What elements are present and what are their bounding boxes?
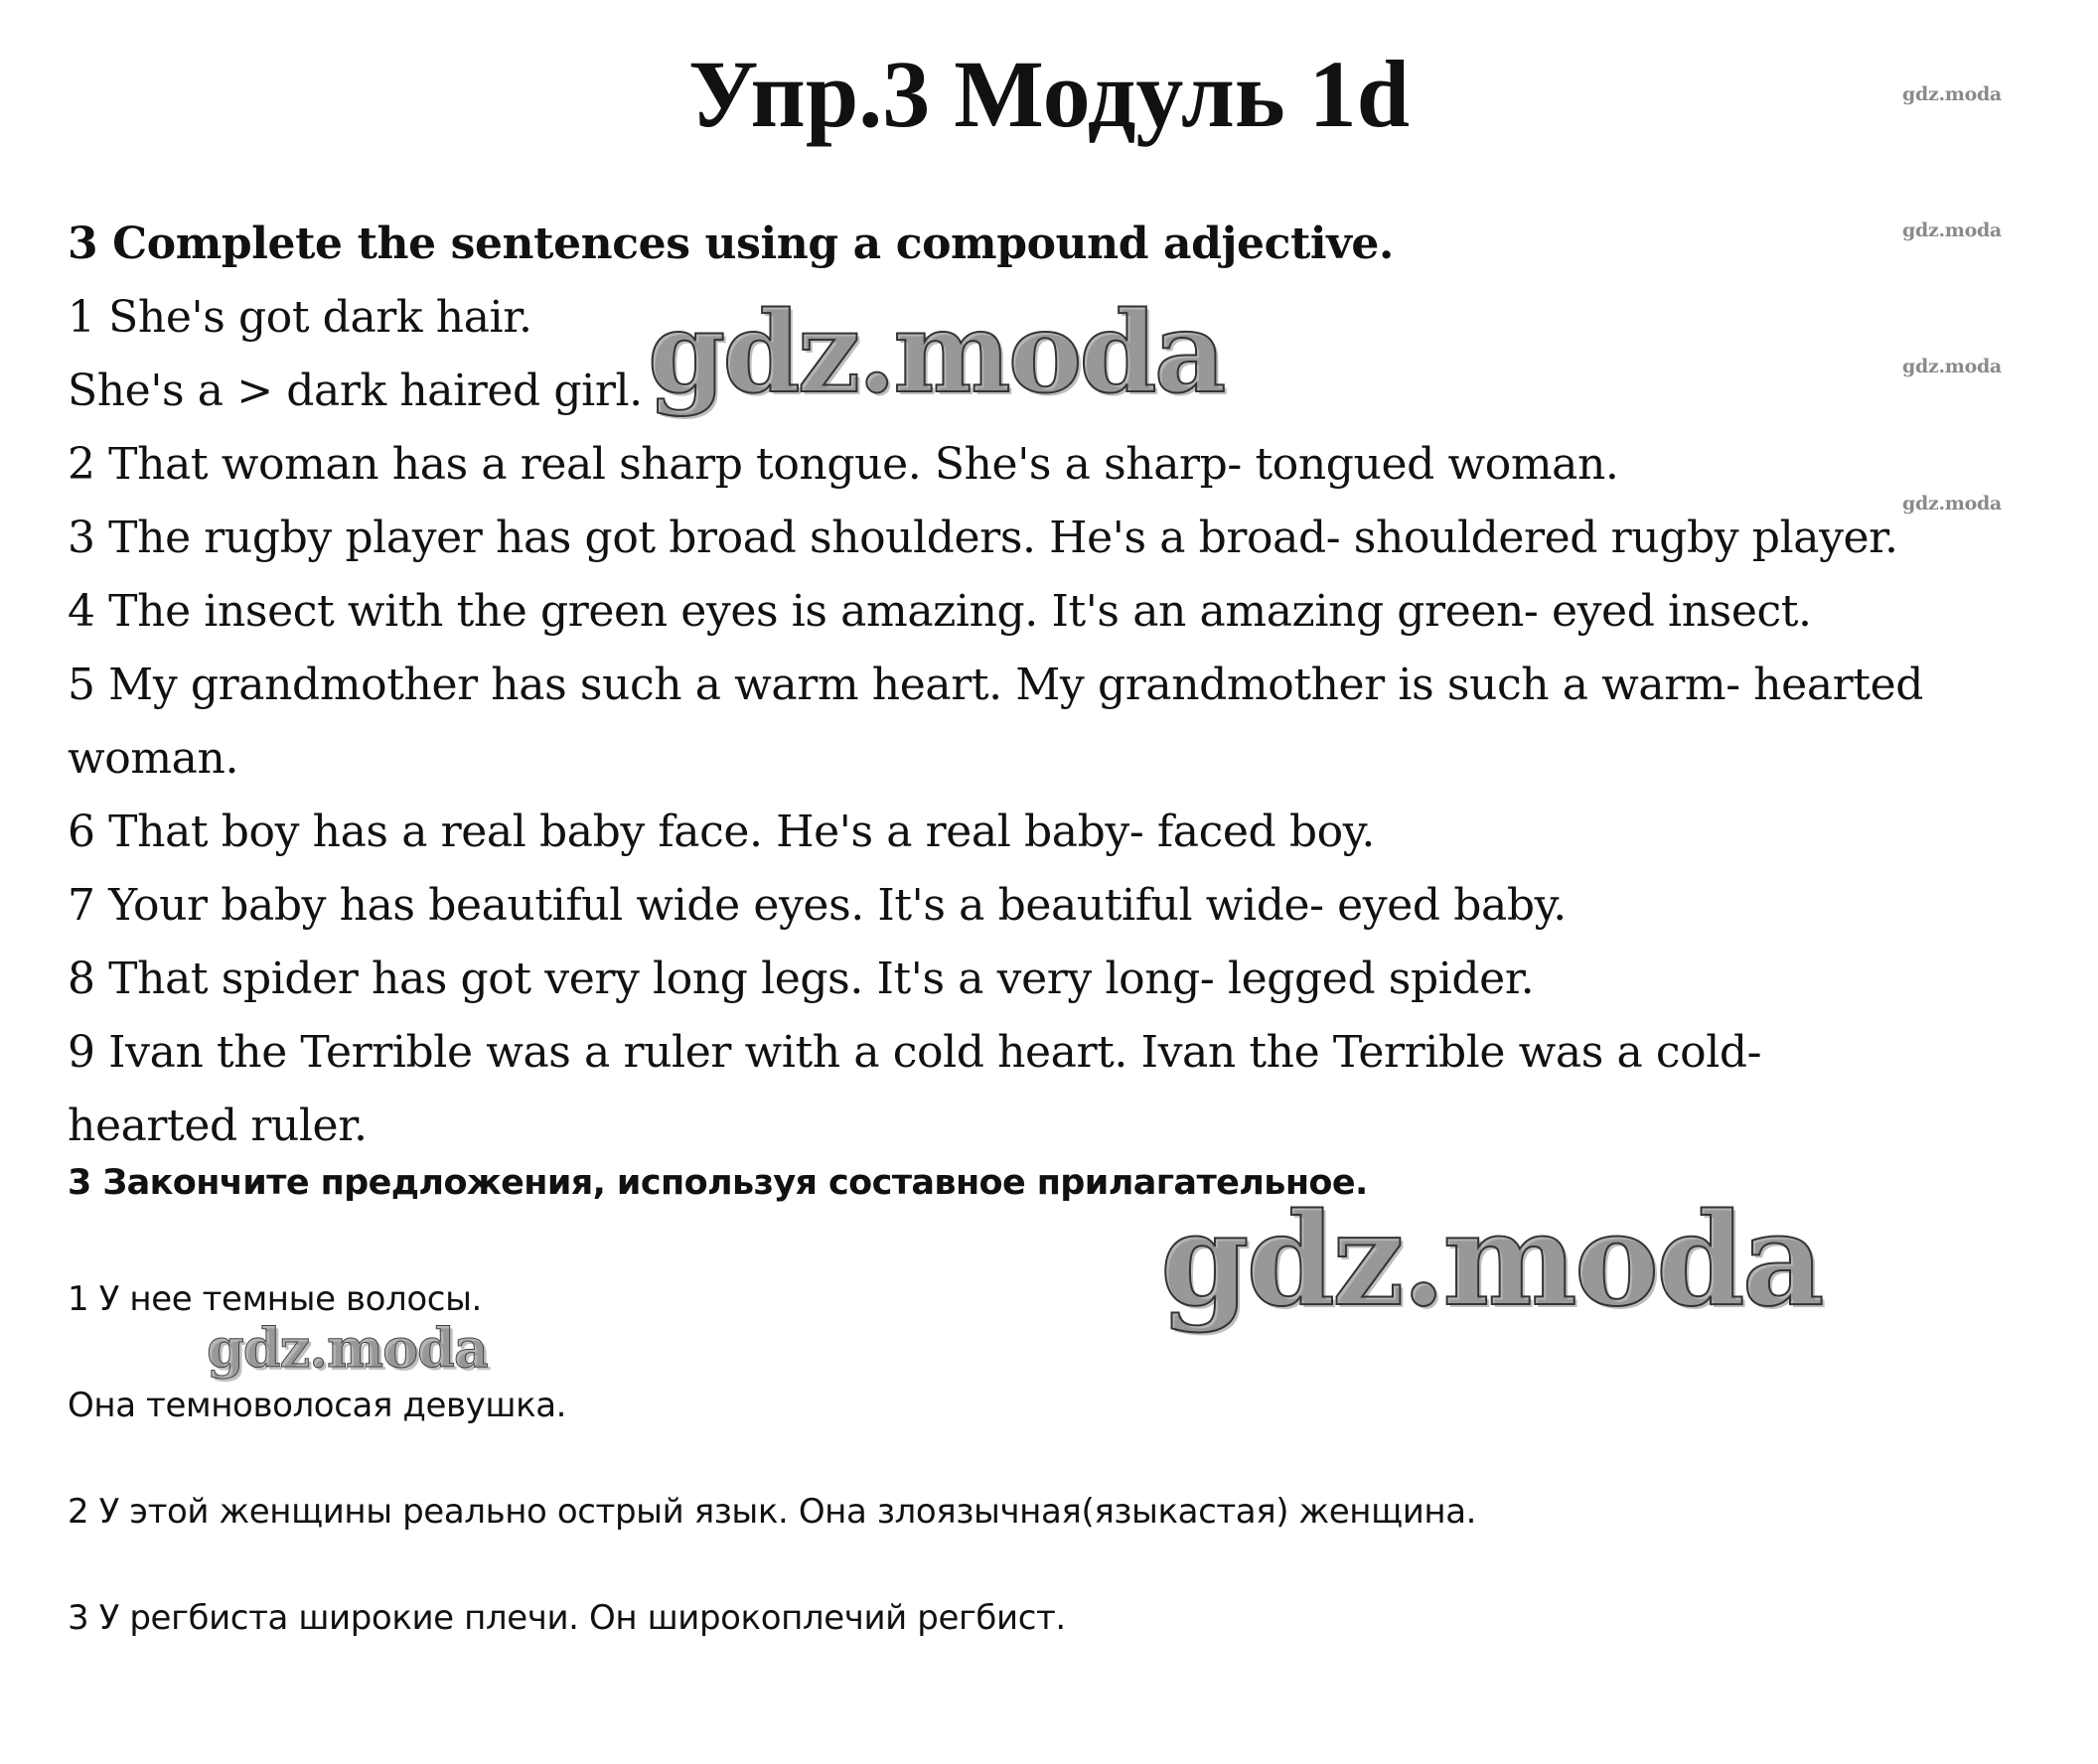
english-line-1: 1 She's got dark hair. bbox=[68, 292, 532, 343]
watermark-large-3: gdz.moda bbox=[207, 1316, 488, 1380]
russian-line-3: 3 У регбиста широкие плечи. Он широкоплечий регбист. bbox=[68, 1598, 1066, 1638]
english-line-4: 4 The insect with the green eyes is amazing. It's an amazing green- eyed insect. bbox=[68, 586, 1812, 637]
russian-heading: 3 Закончите предложения, используя составное прилагательное. bbox=[68, 1163, 1368, 1203]
english-line-3: 3 The rugby player has got broad shoulders. He's a broad- shouldered rugby player. bbox=[68, 513, 1898, 563]
english-line-2: 2 That woman has a real sharp tongue. She's a sharp- tongued woman. bbox=[68, 439, 1619, 490]
watermark-small-4: gdz.moda bbox=[1902, 493, 2002, 514]
russian-line-2: 2 У этой женщины реально острый язык. Она злоязычная(языкастая) женщина. bbox=[68, 1492, 1477, 1532]
page-title: Упр.3 Модуль 1d bbox=[687, 41, 1411, 147]
english-line-9: 9 Ivan the Terrible was a ruler with a cold heart. Ivan the Terrible was a cold-hearted ruler. bbox=[68, 1027, 1762, 1151]
english-exercise bbox=[68, 208, 2054, 1163]
watermark-small-3: gdz.moda bbox=[1902, 356, 2002, 377]
watermark-large-2: gdz.moda bbox=[1160, 1186, 1822, 1335]
english-heading: 3 Complete the sentences using a compound adjective. bbox=[68, 219, 1394, 269]
russian-line-1-answer: Она темноволосая девушка. bbox=[68, 1386, 567, 1425]
russian-line-1: 1 У нее темные волосы. bbox=[68, 1279, 482, 1319]
watermark-large-1: gdz.moda bbox=[648, 288, 1224, 418]
watermark-small-2: gdz.moda bbox=[1902, 220, 2002, 241]
english-line-5: 5 My grandmother has such a warm heart. My grandmother is such a warm- hearted woman. bbox=[68, 660, 1923, 784]
english-line-7: 7 Your baby has beautiful wide eyes. It's a beautiful wide- eyed baby. bbox=[68, 880, 1567, 931]
english-line-6: 6 That boy has a real baby face. He's a real baby- faced boy. bbox=[68, 807, 1375, 857]
watermark-small-1: gdz.moda bbox=[1902, 83, 2002, 105]
english-line-8: 8 That spider has got very long legs. It's a very long- legged spider. bbox=[68, 954, 1535, 1004]
english-line-1-answer: She's a > dark haired girl. bbox=[68, 366, 643, 416]
